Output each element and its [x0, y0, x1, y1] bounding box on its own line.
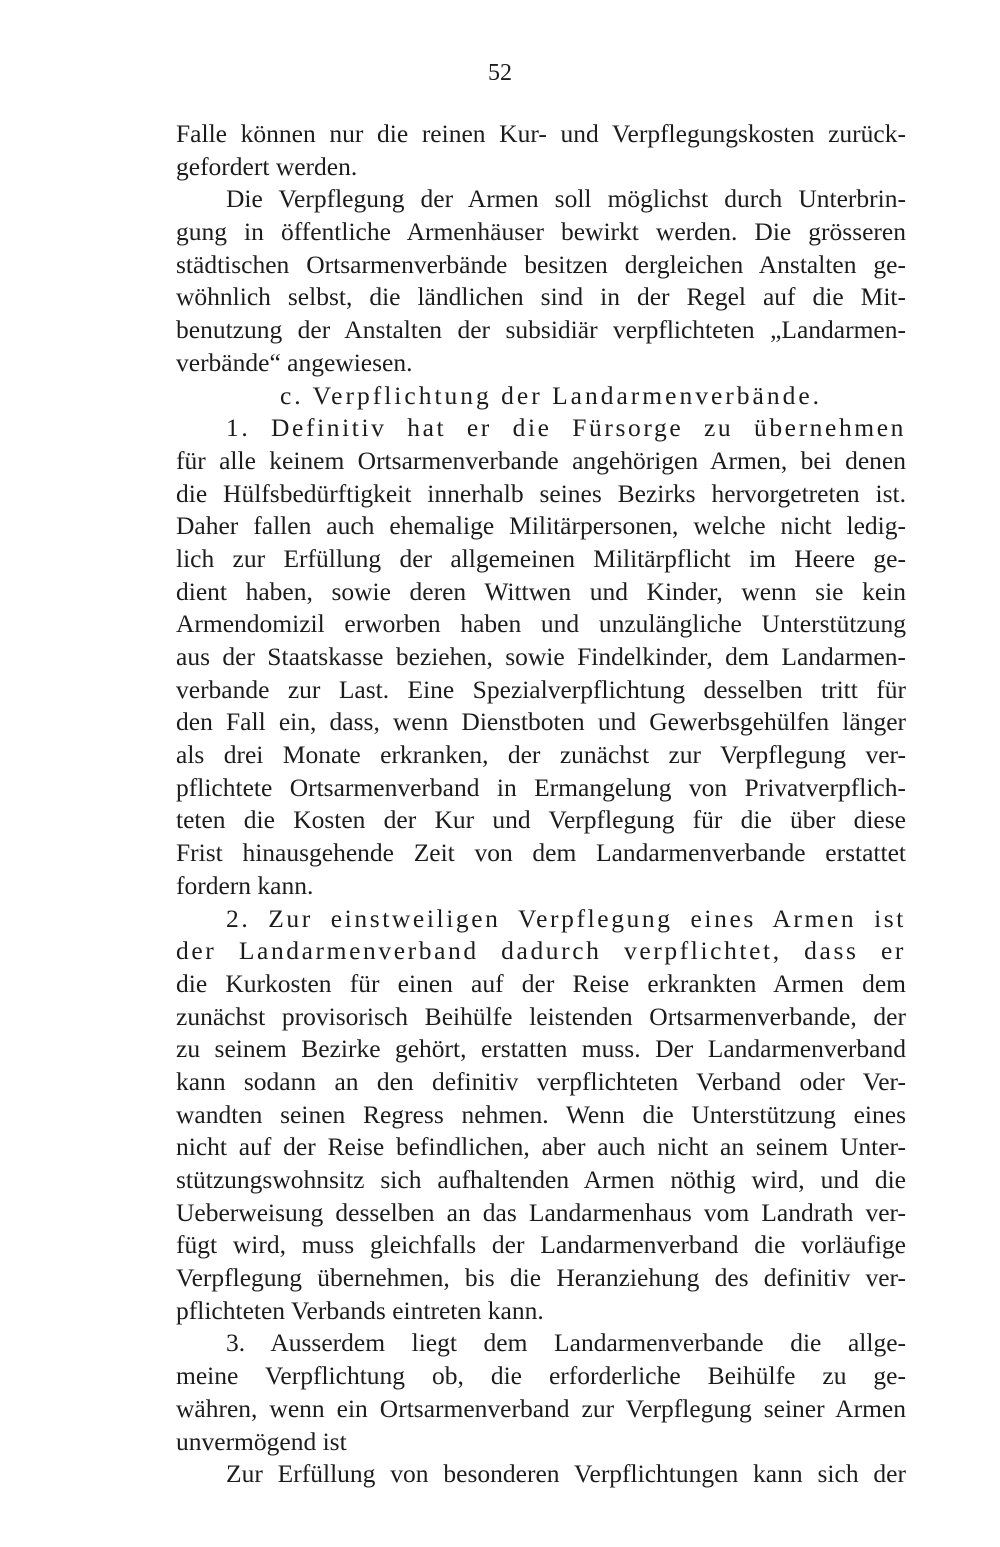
text-line: städtischen Ortsarmenverbände besitzen dergleichen Anstalten ge-: [176, 249, 906, 279]
text-line: 3. Ausserdem liegt dem Landarmenverbande die allge-: [226, 1328, 906, 1358]
text-line: den Fall ein, dass, wenn Dienstboten und Gewerbsgehülfen länger: [176, 707, 906, 737]
body-text: [176, 118, 906, 1491]
text-line: lich zur Erfüllung der allgemeinen Militärpflicht im Heere ge-: [176, 543, 906, 573]
text-line: stützungswohnsitz sich aufhaltenden Armen nöthig wird, und die: [176, 1165, 906, 1194]
text-line: fügt wird, muss gleichfalls der Landarmenverband die vorläufige: [176, 1230, 906, 1260]
text-line: unvermögend ist: [176, 1426, 347, 1456]
text-line: zu seinem Bezirke gehört, erstatten muss. Der Landarmenverband: [176, 1034, 906, 1064]
page-number: 52: [488, 60, 512, 86]
text-line: 1. Definitiv hat er die Fürsorge zu übernehmen: [226, 413, 906, 443]
text-line: Ueberweisung desselben an das Landarmenhaus vom Landrath ver-: [176, 1197, 906, 1227]
text-line: gefordert werden.: [176, 151, 358, 181]
text-line: Armendomizil erworben haben und unzulängliche Unterstützung: [176, 609, 906, 639]
text-line: für alle keinem Ortsarmenverbande angehörigen Armen, bei denen: [176, 445, 906, 475]
text-line: meine Verpflichtung ob, die erforderliche Beihülfe zu ge-: [176, 1361, 906, 1391]
text-line: Zur Erfüllung von besonderen Verpflichtungen kann sich der: [226, 1459, 906, 1489]
text-line: 2. Zur einstweiligen Verpflegung eines Armen ist: [226, 903, 906, 933]
text-line: wandten seinen Regress nehmen. Wenn die Unterstützung eines: [176, 1099, 906, 1129]
text-line: pflichteten Verbands eintreten kann.: [176, 1295, 544, 1325]
text-line: die Hülfsbedürftigkeit innerhalb seines Bezirks hervorgetreten ist.: [176, 478, 906, 508]
text-line: benutzung der Anstalten der subsidiär verpflichteten „Landarmen-: [176, 315, 906, 345]
text-line: als drei Monate erkranken, der zunächst zur Verpflegung ver-: [176, 740, 906, 770]
text-line: c. Verpflichtung der Landarmenverbände.: [279, 380, 823, 410]
text-line: Die Verpflegung der Armen soll möglichst durch Unterbrin-: [226, 184, 906, 214]
text-line: kann sodann an den definitiv verpflichteten Verband oder Ver-: [176, 1066, 906, 1096]
text-line: verbände“ angewiesen.: [176, 347, 413, 377]
text-line: währen, wenn ein Ortsarmenverband zur Verpflegung seiner Armen: [176, 1393, 906, 1423]
text-line: dient haben, sowie deren Wittwen und Kinder, wenn sie kein: [176, 576, 906, 606]
text-line: nicht auf der Reise befindlichen, aber auch nicht an seinem Unter-: [176, 1132, 906, 1162]
text-line: Frist hinausgehende Zeit von dem Landarmenverbande erstattet: [176, 838, 906, 868]
text-line: aus der Staatskasse beziehen, sowie Findelkinder, dem Landarmen-: [176, 642, 906, 671]
text-line: der Landarmenverband dadurch verpflichtet, dass er: [176, 936, 906, 966]
text-line: teten die Kosten der Kur und Verpflegung für die über diese: [176, 805, 906, 835]
text-line: verbande zur Last. Eine Spezialverpflichtung desselben tritt für: [176, 674, 906, 704]
text-line: gung in öffentliche Armenhäuser bewirkt werden. Die grösseren: [176, 217, 906, 247]
text-line: Daher fallen auch ehemalige Militärpersonen, welche nicht ledig-: [176, 511, 906, 541]
text-line: Verpflegung übernehmen, bis die Heranziehung des definitiv ver-: [176, 1263, 906, 1293]
text-line: Falle können nur die reinen Kur- und Verpflegungskosten zurück-: [176, 119, 906, 148]
text-line: die Kurkosten für einen auf der Reise erkrankten Armen dem: [176, 968, 906, 998]
text-line: fordern kann.: [176, 870, 314, 900]
text-line: wöhnlich selbst, die ländlichen sind in der Regel auf die Mit-: [176, 282, 906, 312]
text-line: zunächst provisorisch Beihülfe leistenden Ortsarmenverbande, der: [176, 1001, 906, 1031]
text-line: pflichtete Ortsarmenverband in Ermangelung von Privatverpflich-: [176, 772, 906, 802]
